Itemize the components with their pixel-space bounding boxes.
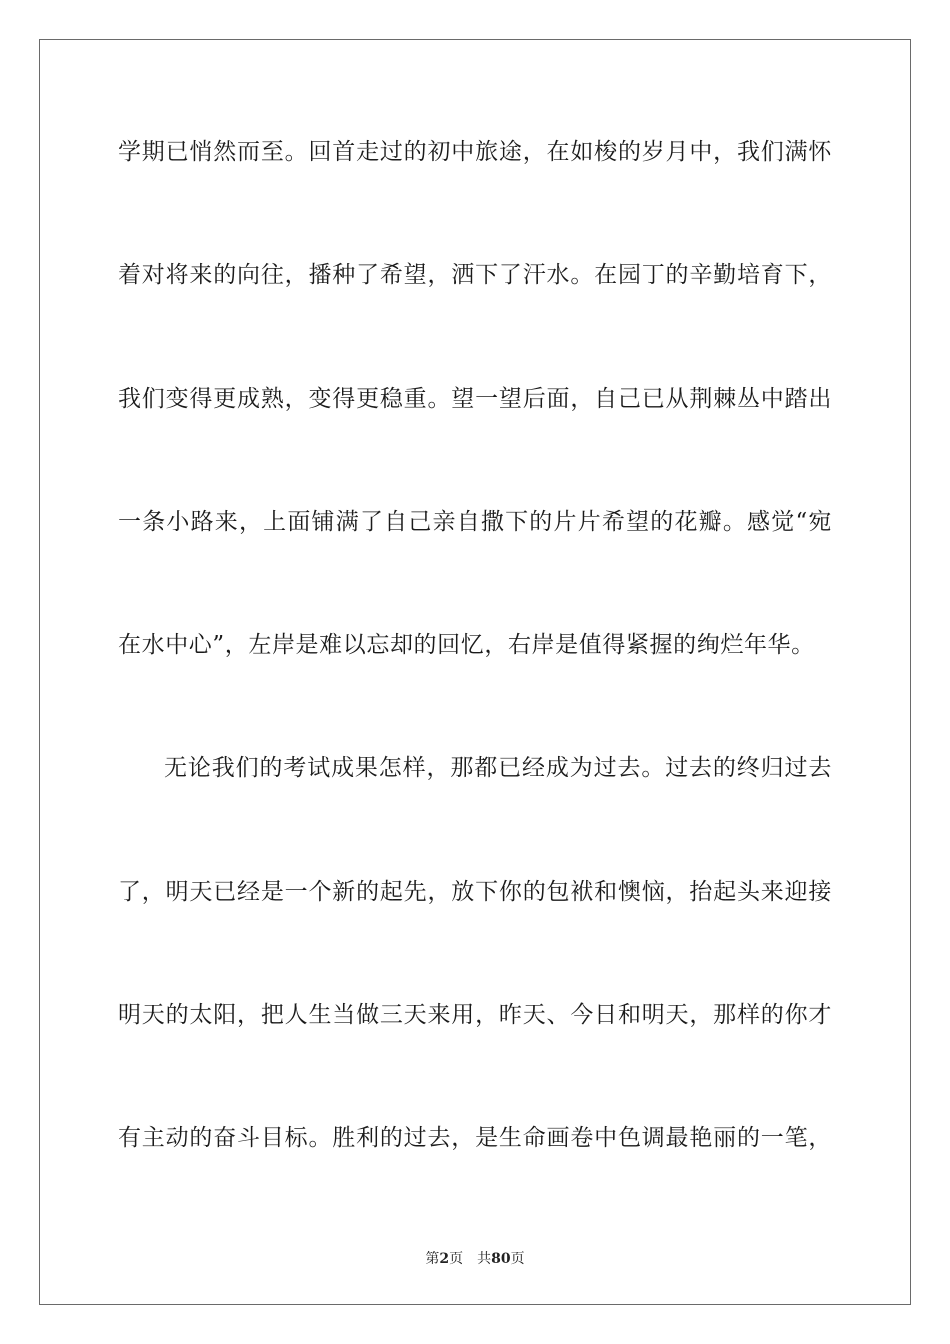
paragraph-line: 无论我们的考试成果怎样，那都已经成为过去。过去的终归过去 xyxy=(164,755,832,781)
total-suffix: 页 xyxy=(510,1251,525,1267)
page-border xyxy=(39,39,911,1305)
paragraph-line: 我们变得更成熟，变得更稳重。望一望后面，自己已从荆棘丛中踏出 xyxy=(118,386,832,412)
total-prefix: 共 xyxy=(477,1251,492,1267)
total-pages: 80 xyxy=(491,1251,511,1267)
paragraph-line: 有主动的奋斗目标。胜利的过去，是生命画卷中色调最艳丽的一笔， xyxy=(118,1125,832,1151)
page-number: 2 xyxy=(439,1251,450,1267)
paragraph-line: 学期已悄然而至。回首走过的初中旅途，在如梭的岁月中，我们满怀 xyxy=(118,139,832,165)
paragraph-line: 明天的太阳，把人生当做三天来用，昨天、今日和明天，那样的你才 xyxy=(118,1002,832,1028)
paragraph-line: 一条小路来，上面铺满了自己亲自撒下的片片希望的花瓣。感觉“宛 xyxy=(118,509,832,535)
paragraph-line: 了，明天已经是一个新的起先，放下你的包袱和懊恼，抬起头来迎接 xyxy=(118,879,832,905)
paragraph-line: 着对将来的向往，播种了希望，洒下了汗水。在园丁的辛勤培育下， xyxy=(118,262,832,288)
page-footer xyxy=(0,1250,950,1268)
page-suffix: 页 xyxy=(449,1251,464,1267)
paragraph-line: 在水中心”，左岸是难以忘却的回忆，右岸是值得紧握的绚烂年华。 xyxy=(118,632,815,658)
page-prefix: 第 xyxy=(425,1251,440,1267)
